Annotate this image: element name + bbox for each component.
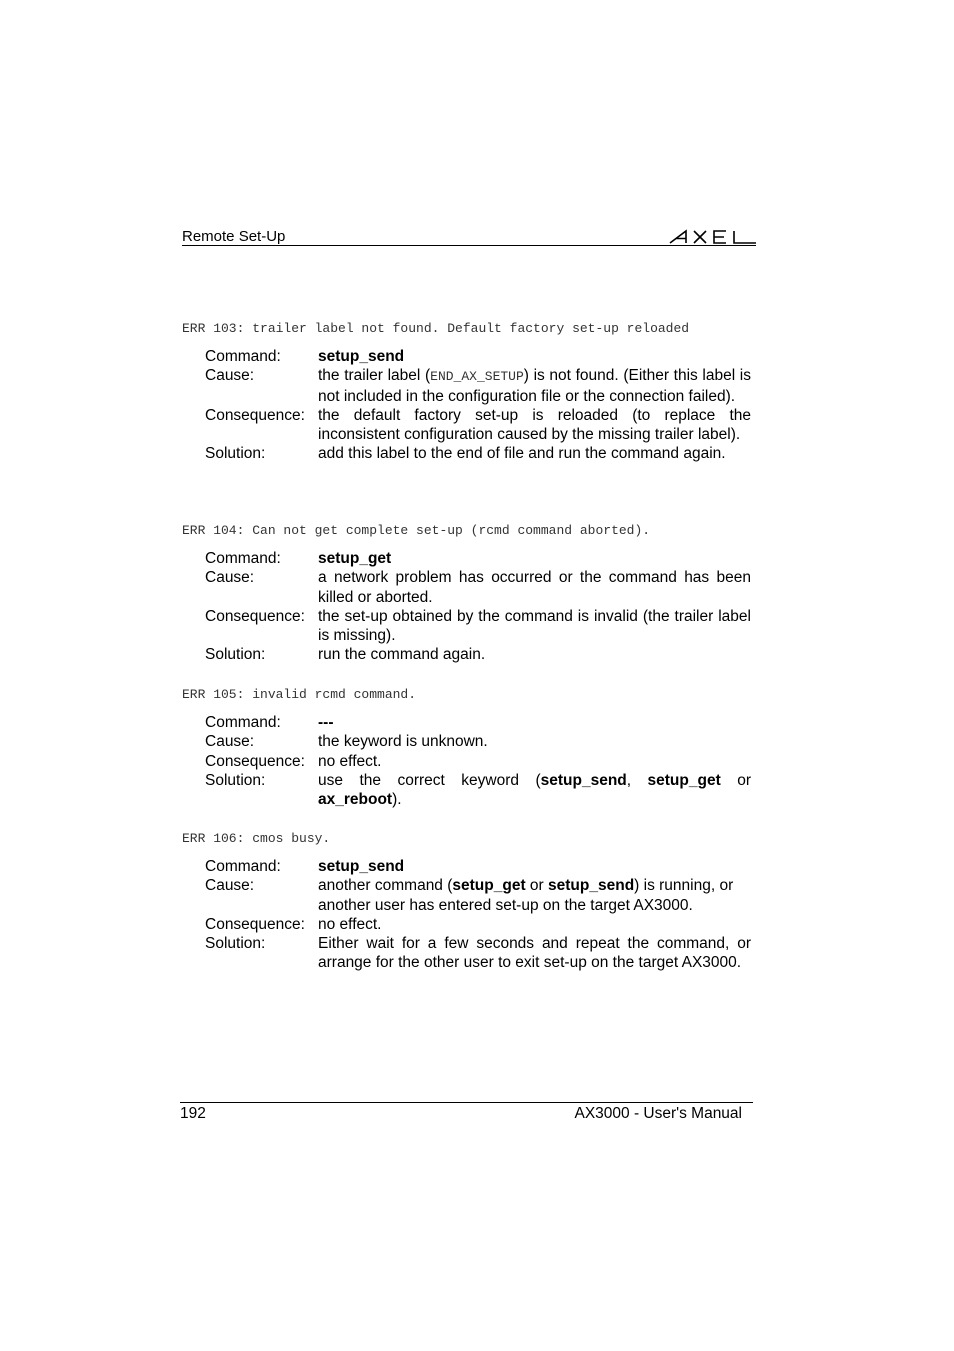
cause-row xyxy=(205,876,751,915)
solution-value: Either wait for a few seconds and repeat the command, or arrange for the other user to exit set-up on the target AX3000. xyxy=(318,935,751,972)
keyword-setup-get: setup_get xyxy=(647,771,721,789)
error-entry-106 xyxy=(205,857,751,973)
command-row xyxy=(205,857,751,876)
solution-value: add this label to the end of file and run the command again. xyxy=(318,445,726,463)
axel-logo-icon xyxy=(668,226,758,246)
cause-text-pre: the trailer label ( xyxy=(318,367,431,385)
cause-text: ) is running, or another user has entered set-up on the target AX3000. xyxy=(318,877,734,914)
consequence-label: Consequence: xyxy=(205,607,305,625)
command-label: Command: xyxy=(205,550,281,567)
consequence-label: Consequence: xyxy=(205,406,305,424)
command-row xyxy=(205,713,751,732)
cause-text: another command ( xyxy=(318,877,453,895)
consequence-value: the set-up obtained by the command is invalid (the trailer label is missing). xyxy=(318,607,751,645)
solution-label: Solution: xyxy=(205,771,266,789)
error-heading-104: ERR 104: Can not get complete set-up (rcmd command aborted). xyxy=(182,523,651,538)
consequence-label: Consequence: xyxy=(205,752,305,770)
header-rule xyxy=(182,245,756,246)
command-label: Command: xyxy=(205,858,281,875)
solution-text: , xyxy=(626,771,648,789)
manual-title: AX3000 - User's Manual xyxy=(574,1105,742,1122)
command-value: --- xyxy=(318,714,334,731)
cause-label: Cause: xyxy=(205,877,255,895)
error-heading-105: ERR 105: invalid rcmd command. xyxy=(182,687,417,702)
keyword-setup-send: setup_send xyxy=(540,771,627,789)
solution-row xyxy=(205,934,751,973)
section-header: Remote Set-Up xyxy=(182,228,286,245)
keyword-setup-send: setup_send xyxy=(548,877,635,895)
axel-logo xyxy=(668,226,758,246)
cause-row xyxy=(205,366,751,406)
solution-value xyxy=(318,771,751,810)
cause-value: a network problem has occurred or the command has been killed or aborted. xyxy=(318,569,751,606)
command-value: setup_get xyxy=(318,550,392,567)
solution-text: or xyxy=(720,771,751,789)
trailer-label-code: END_AX_SETUP xyxy=(430,369,524,385)
cause-text-post: ) is not found. (Either this label is not included in the configuration file or the connection failed). xyxy=(318,367,751,405)
solution-row xyxy=(205,444,751,463)
command-value: setup_send xyxy=(318,858,405,875)
cause-label: Cause: xyxy=(205,733,255,751)
error-entry-103 xyxy=(205,347,751,464)
cause-label: Cause: xyxy=(205,367,255,385)
solution-value: run the command again. xyxy=(318,646,486,664)
cause-row xyxy=(205,568,751,607)
keyword-ax-reboot: ax_reboot xyxy=(318,791,393,809)
error-entry-104 xyxy=(205,549,751,665)
error-heading-106: ERR 106: cmos busy. xyxy=(182,831,331,846)
command-row xyxy=(205,549,751,568)
error-heading-103: ERR 103: trailer label not found. Default factory set-up reloaded xyxy=(182,321,690,336)
consequence-value: no effect. xyxy=(318,915,382,933)
cause-text: or xyxy=(525,877,549,895)
page-number: 192 xyxy=(180,1105,206,1122)
command-value: setup_send xyxy=(318,348,405,365)
solution-row xyxy=(205,771,751,810)
cause-value xyxy=(318,366,751,406)
solution-text: ). xyxy=(392,791,402,809)
cause-value: the keyword is unknown. xyxy=(318,733,488,751)
error-entry-105 xyxy=(205,713,751,809)
consequence-row xyxy=(205,607,751,646)
consequence-value: the default factory set-up is reloaded (to replace the inconsistent configuration caused by the missing trailer label). xyxy=(318,406,751,444)
consequence-value: no effect. xyxy=(318,752,382,770)
cause-label: Cause: xyxy=(205,569,255,587)
cause-value xyxy=(318,876,751,915)
solution-label: Solution: xyxy=(205,935,266,953)
solution-text: use the correct keyword ( xyxy=(318,771,541,789)
cause-row xyxy=(205,732,751,751)
consequence-row xyxy=(205,915,751,934)
solution-label: Solution: xyxy=(205,646,266,664)
footer-rule xyxy=(180,1102,753,1103)
command-label: Command: xyxy=(205,348,281,365)
keyword-setup-get: setup_get xyxy=(452,877,526,895)
solution-label: Solution: xyxy=(205,445,266,463)
consequence-row xyxy=(205,752,751,771)
consequence-row xyxy=(205,406,751,445)
solution-row xyxy=(205,645,751,664)
command-row xyxy=(205,347,751,366)
consequence-label: Consequence: xyxy=(205,915,305,933)
command-label: Command: xyxy=(205,714,281,731)
